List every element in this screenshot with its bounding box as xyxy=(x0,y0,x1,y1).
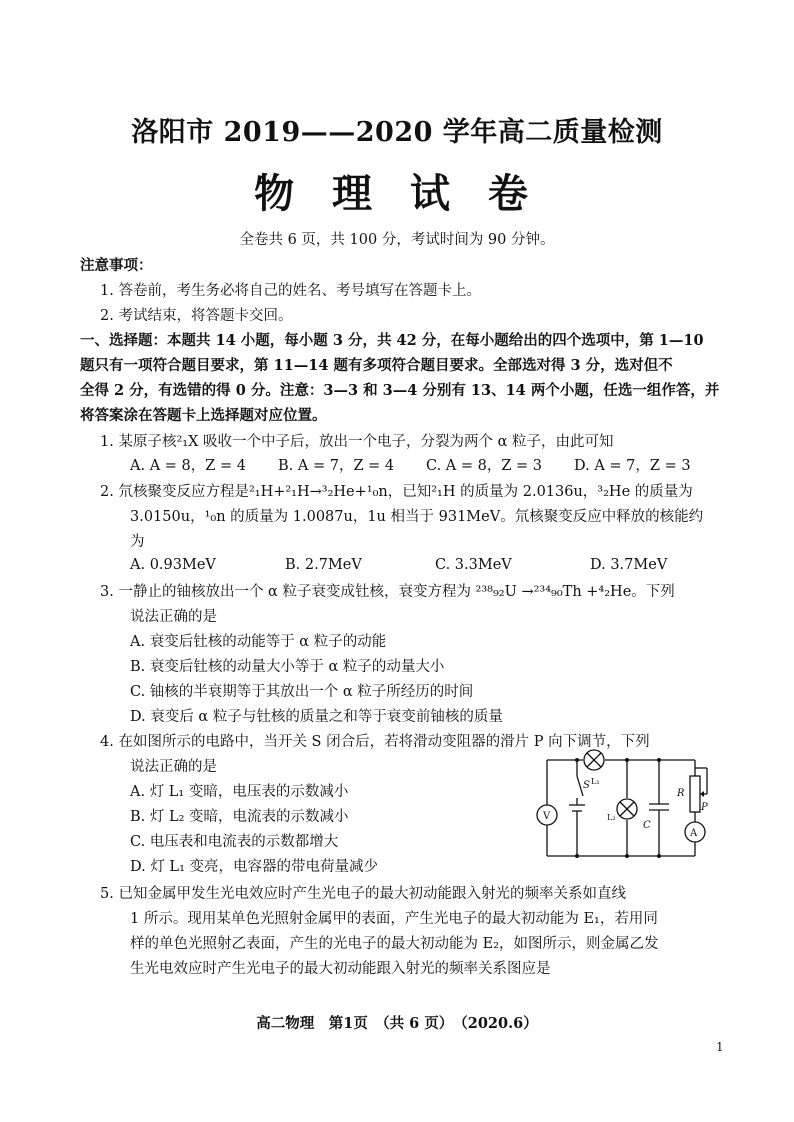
ammeter-label: A xyxy=(690,828,698,839)
option-b: B. 衰变后钍核的动量大小等于 α 粒子的动量大小 xyxy=(130,659,445,675)
lamp-l2-icon xyxy=(617,799,637,819)
question-5-line: 生光电效应时产生光电子的最大初动能跟入射光的频率关系图应是 xyxy=(130,961,551,977)
option-a: A. A = 8，Z = 4 xyxy=(130,458,246,474)
question-1-stem: 1. 某原子核²₁X 吸收一个中子后，放出一个电子，分裂为两个 α 粒子，由此可知 xyxy=(100,434,614,450)
option-b: B. 2.7MeV xyxy=(285,557,362,573)
lamp-l1-icon xyxy=(584,750,604,770)
capacitor-label: C xyxy=(643,820,651,831)
notice-heading: 注意事项： xyxy=(80,257,153,274)
exam-info: 全卷共 6 页，共 100 分，考试时间为 90 分钟。 xyxy=(239,232,555,248)
question-2-options xyxy=(130,553,720,577)
exam-title: 洛阳市 2019——2020 学年高二质量检测 xyxy=(131,117,663,148)
option-d: D. A = 7，Z = 3 xyxy=(574,458,691,474)
option-a: A. 灯 L₁ 变暗，电压表的示数减小 xyxy=(130,784,349,800)
question-4-line: 说法正确的是 xyxy=(130,759,217,775)
question-5-line: 样的单色光照射乙表面，产生的光电子的最大初动能为 E₂，如图所示，则金属乙发 xyxy=(130,936,659,952)
option-d: D. 衰变后 α 粒子与钍核的质量之和等于衰变前铀核的质量 xyxy=(130,709,503,725)
page-footer: 高二物理 第1页 （共 6 页） （2020.6） xyxy=(256,1015,538,1032)
slider-label: P xyxy=(701,802,708,813)
lamp-l1-label: L₁ xyxy=(591,777,600,786)
question-5-line: 5. 已知金属甲发生光电效应时产生光电子的最大初动能跟入射光的频率关系如直线 xyxy=(100,886,626,902)
page-number: 1 xyxy=(716,1040,724,1054)
question-3-line: 说法正确的是 xyxy=(130,609,217,625)
option-a: A. 0.93MeV xyxy=(130,557,216,573)
voltmeter-label: V xyxy=(543,811,551,822)
option-c: C. 3.3MeV xyxy=(435,557,512,573)
question-2-line: 3.0150u，¹₀n 的质量为 1.0087u，1u 相当于 931MeV。氘核聚变反应中释放的核能约 xyxy=(130,509,704,525)
option-c: C. A = 8，Z = 3 xyxy=(426,458,543,474)
option-a: A. 衰变后钍核的动能等于 α 粒子的动能 xyxy=(130,634,387,650)
section-instructions: 将答案涂在答题卡上选择题对应位置。 xyxy=(80,407,327,424)
question-3-line: 3. 一静止的铀核放出一个 α 粒子衰变成钍核，衰变方程为 ²³⁸₉₂U →²³⁴₉₀Th +⁴₂He。下列 xyxy=(100,584,675,600)
option-d: D. 灯 L₁ 变亮，电容器的带电荷量减少 xyxy=(130,859,378,875)
option-c: C. 铀核的半衰期等于其放出一个 α 粒子所经历的时间 xyxy=(130,684,474,700)
question-4-line: 4. 在如图所示的电路中，当开关 S 闭合后，若将滑动变阻器的滑片 P 向下调节，下列 xyxy=(100,734,650,750)
notice-item: 2. 考试结束，将答题卡交回。 xyxy=(100,308,293,324)
option-b: B. A = 7，Z = 4 xyxy=(278,458,395,474)
question-5-line: 1 所示。现用某单色光照射金属甲的表面，产生光电子的最大初动能为 E₁，若用同 xyxy=(130,911,658,927)
exam-subtitle: 物 理 试 卷 xyxy=(254,170,540,217)
question-1-options xyxy=(130,454,720,478)
question-2-line: 2. 氘核聚变反应方程是²₁H+²₁H→³₂He+¹₀n，已知²₁H 的质量为 2.0136u，³₂He 的质量为 xyxy=(100,484,693,500)
notice-item: 1. 答卷前，考生务必将自己的姓名、考号填写在答题卡上。 xyxy=(100,283,481,299)
option-c: C. 电压表和电流表的示数都增大 xyxy=(130,834,339,850)
question-2-line: 为 xyxy=(130,534,145,550)
section-instructions: 一、选择题：本题共 14 小题，每小题 3 分，共 42 分，在每小题给出的四个选项中，第 1—10 xyxy=(80,332,704,349)
rheostat-label: R xyxy=(677,788,685,799)
option-d: D. 3.7MeV xyxy=(590,557,668,573)
switch-label: S xyxy=(583,780,590,791)
circuit-diagram xyxy=(525,748,725,863)
section-instructions: 全得 2 分，有选错的得 0 分。注意：3—3 和 3—4 分别有 13、14 两个小题，任选一组作答，并 xyxy=(80,382,720,399)
lamp-l2-label: L₂ xyxy=(607,813,616,822)
section-instructions: 题只有一项符合题目要求，第 11—14 题有多项符合题目要求。全部选对得 3 分，选对但不 xyxy=(80,357,673,374)
option-b: B. 灯 L₂ 变暗，电流表的示数减小 xyxy=(130,809,349,825)
